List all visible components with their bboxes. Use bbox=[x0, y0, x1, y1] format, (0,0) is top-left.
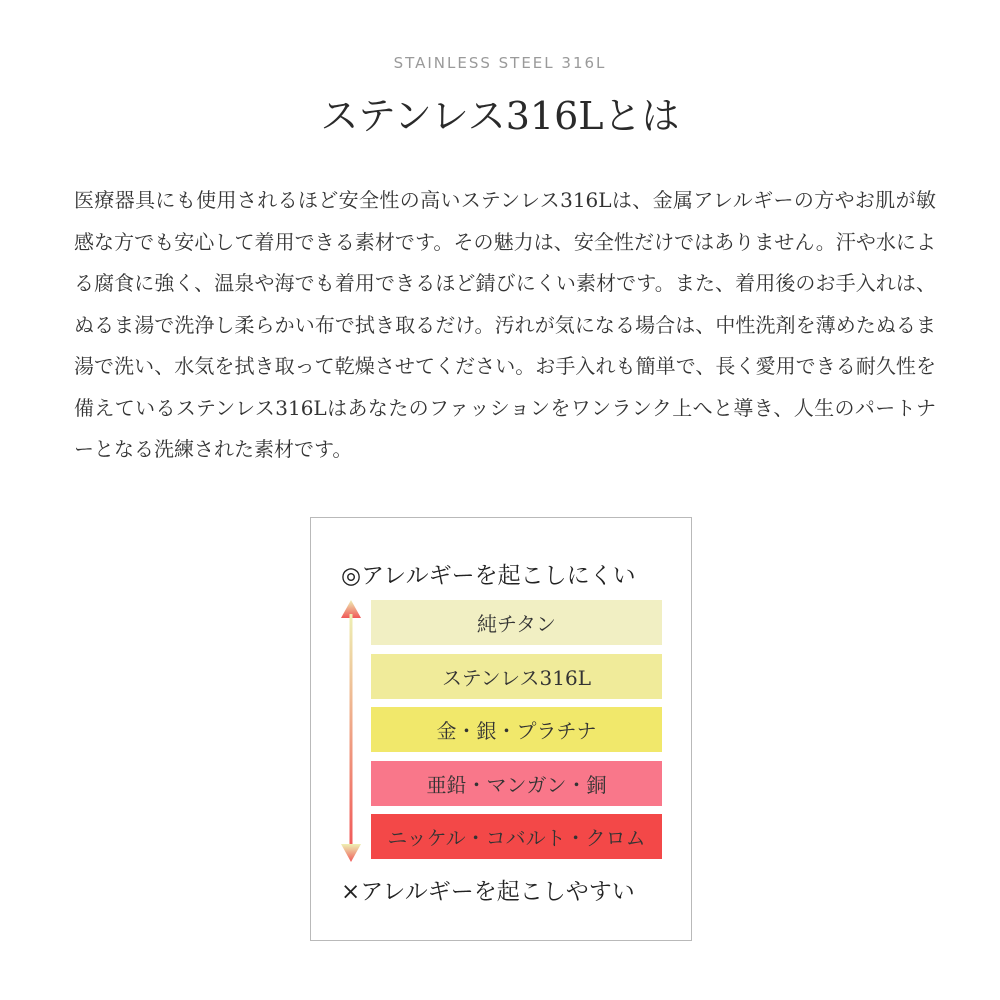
metal-bar bbox=[371, 707, 662, 752]
metal-bar-label: ステンレス316L bbox=[442, 665, 591, 690]
metal-bar bbox=[371, 814, 662, 859]
high-allergy-label: ×アレルギーを起こしやすい bbox=[341, 879, 635, 905]
arrow-shaft bbox=[350, 614, 353, 848]
metal-bar bbox=[371, 600, 662, 645]
allergy-risk-panel bbox=[310, 517, 692, 941]
description-paragraph: 医療器具にも使用されるほど安全性の高いステンレス316Lは、金属アレルギーの方やお肌が敏感な方でも安心して着用できる素材です。その魅力は、安全性だけではありません。汗や水による腐食に強く、温泉や海でも着用できるほど錆びにくい素材です。また、着用後のお手入れは、ぬるま湯で洗浄し柔らかい布で拭き取るだけ。汚れが気になる場合は、中性洗剤を薄めたぬるま湯で洗い、水気を拭き取って乾燥させてください。お手入れも簡単で、長く愛用できる耐久性を備えているステンレス316Lはあなたのファッションをワンランク上へと導き、人生のパートナーとなる洗練された素材です。 bbox=[74, 188, 936, 461]
metal-bar-label: 金・銀・プラチナ bbox=[436, 719, 597, 743]
page-title: ステンレス316Lとは bbox=[320, 94, 680, 138]
allergy-scale-arrow bbox=[339, 600, 363, 862]
metal-bar bbox=[371, 761, 662, 806]
arrow-head-down bbox=[341, 844, 361, 862]
section-eyebrow: STAINLESS STEEL 316L bbox=[393, 54, 607, 72]
metal-bar bbox=[371, 654, 662, 699]
low-allergy-label: ◎アレルギーを起こしにくい bbox=[341, 563, 636, 589]
metal-list bbox=[371, 600, 662, 868]
metal-bar-label: 亜鉛・マンガン・銅 bbox=[426, 772, 607, 797]
metal-bar-label: ニッケル・コバルト・クロム bbox=[387, 826, 646, 850]
metal-bar-label: 純チタン bbox=[477, 612, 556, 636]
